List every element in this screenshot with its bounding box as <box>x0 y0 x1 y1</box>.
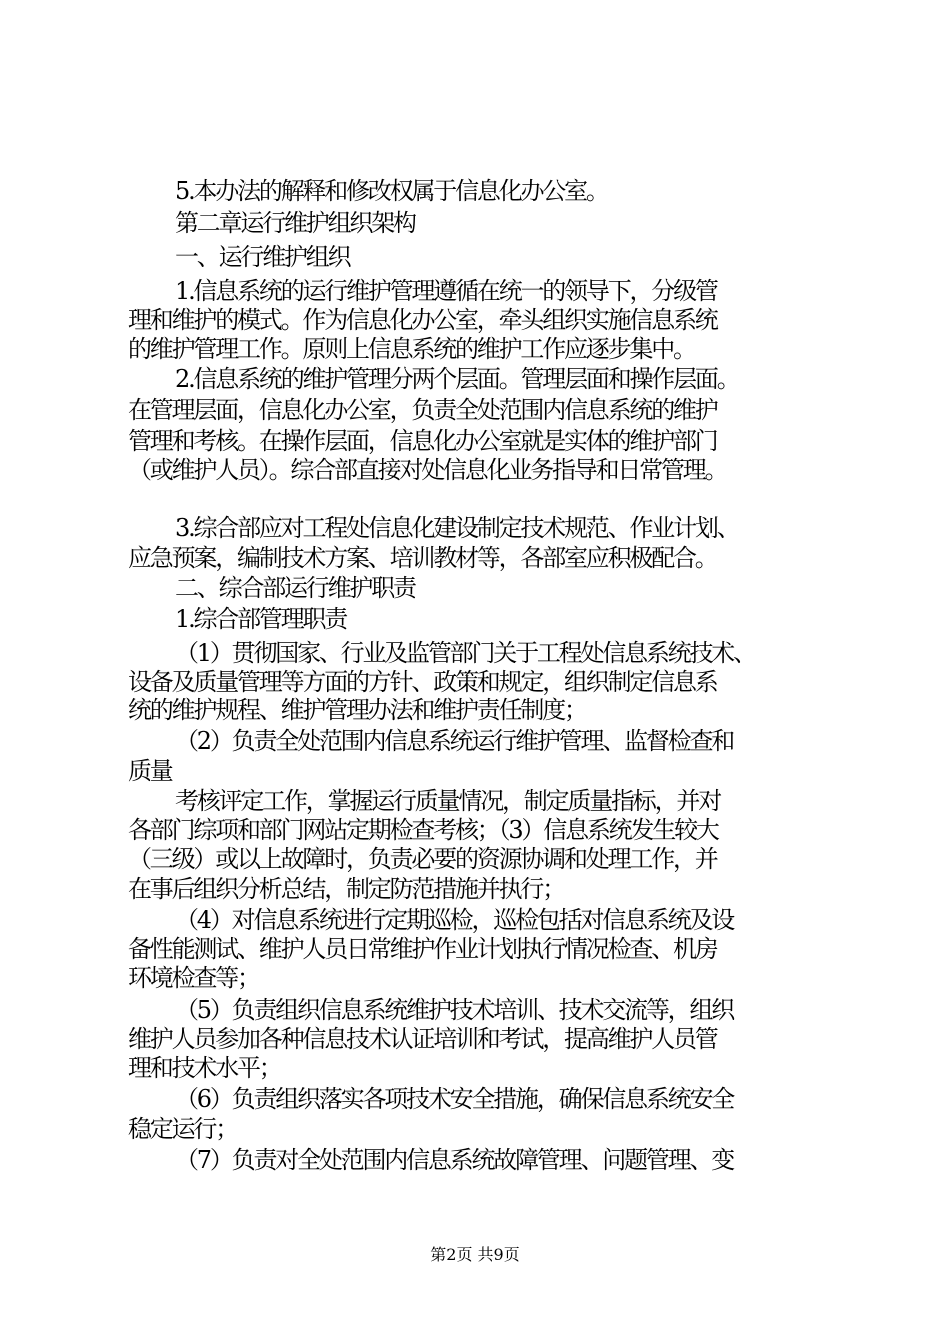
text-line: 维护人员参加各种信息技术认证培训和考试，提高维护人员管 <box>128 1025 717 1053</box>
text-line: 设备及质量管理等方面的方针、政策和规定，组织制定信息系 <box>128 668 717 696</box>
text-line: 在事后组织分析总结，制定防范措施并执行； <box>128 875 564 903</box>
text-line: 理和维护的模式。作为信息化办公室，牵头组织实施信息系统 <box>128 306 717 334</box>
text-line: 考核评定工作，掌握运行质量情况，制定质量指标，并对 <box>175 787 720 815</box>
text-line: 在管理层面，信息化办公室，负责全处范围内信息系统的维护 <box>128 396 717 424</box>
text-line: 应急预案，编制技术方案、培训教材等，各部室应积极配合。 <box>128 544 717 572</box>
text-line: 各部门综项和部门网站定期检查考核；（3）信息系统发生较大 <box>128 816 718 844</box>
text-line: （或维护人员）。综合部直接对处信息化业务指导和日常管理。 <box>128 456 727 484</box>
text-line: （1）贯彻国家、行业及监管部门关于工程处信息系统技术、 <box>175 639 755 667</box>
text-line: （6）负责组织落实各项技术安全措施，确保信息系统安全 <box>175 1085 734 1113</box>
text-line: 5.本办法的解释和修改权属于信息化办公室。 <box>175 177 608 205</box>
page-number-footer: 第2页 共9页 <box>430 1245 520 1264</box>
text-line: 备性能测试、维护人员日常维护作业计划执行情况检查、机房 <box>128 935 717 963</box>
text-line: 环境检查等； <box>128 964 259 992</box>
text-line: （三级）或以上故障时，负责必要的资源协调和处理工作，并 <box>128 845 717 873</box>
text-line: （4）对信息系统进行定期巡检，巡检包括对信息系统及设 <box>175 906 734 934</box>
text-line: 2.信息系统的维护管理分两个层面。管理层面和操作层面。 <box>175 365 739 393</box>
text-line: （5）负责组织信息系统维护技术培训、技术交流等，组织 <box>175 996 734 1024</box>
text-line: 理和技术水平； <box>128 1054 281 1082</box>
chapter-heading: 第二章运行维护组织架构 <box>175 209 415 237</box>
text-line: （7）负责对全处范围内信息系统故障管理、问题管理、变 <box>175 1146 734 1174</box>
section-heading: 二、综合部运行维护职责 <box>175 574 415 602</box>
text-line: 1.信息系统的运行维护管理遵循在统一的领导下，分级管 <box>175 277 717 305</box>
text-line: 质量 <box>128 757 172 785</box>
section-heading: 一、运行维护组织 <box>175 243 350 271</box>
text-line: （2）负责全处范围内信息系统运行维护管理、监督检查和 <box>175 727 734 755</box>
text-line: 3.综合部应对工程处信息化建设制定技术规范、作业计划、 <box>175 514 739 542</box>
text-line: 统的维护规程、维护管理办法和维护责任制度； <box>128 696 586 724</box>
text-line: 的维护管理工作。原则上信息系统的维护工作应逐步集中。 <box>128 335 695 363</box>
subsection-heading: 1.综合部管理职责 <box>175 605 347 633</box>
text-line: 稳定运行； <box>128 1115 237 1143</box>
text-line: 管理和考核。在操作层面，信息化办公室就是实体的维护部门 <box>128 427 717 455</box>
